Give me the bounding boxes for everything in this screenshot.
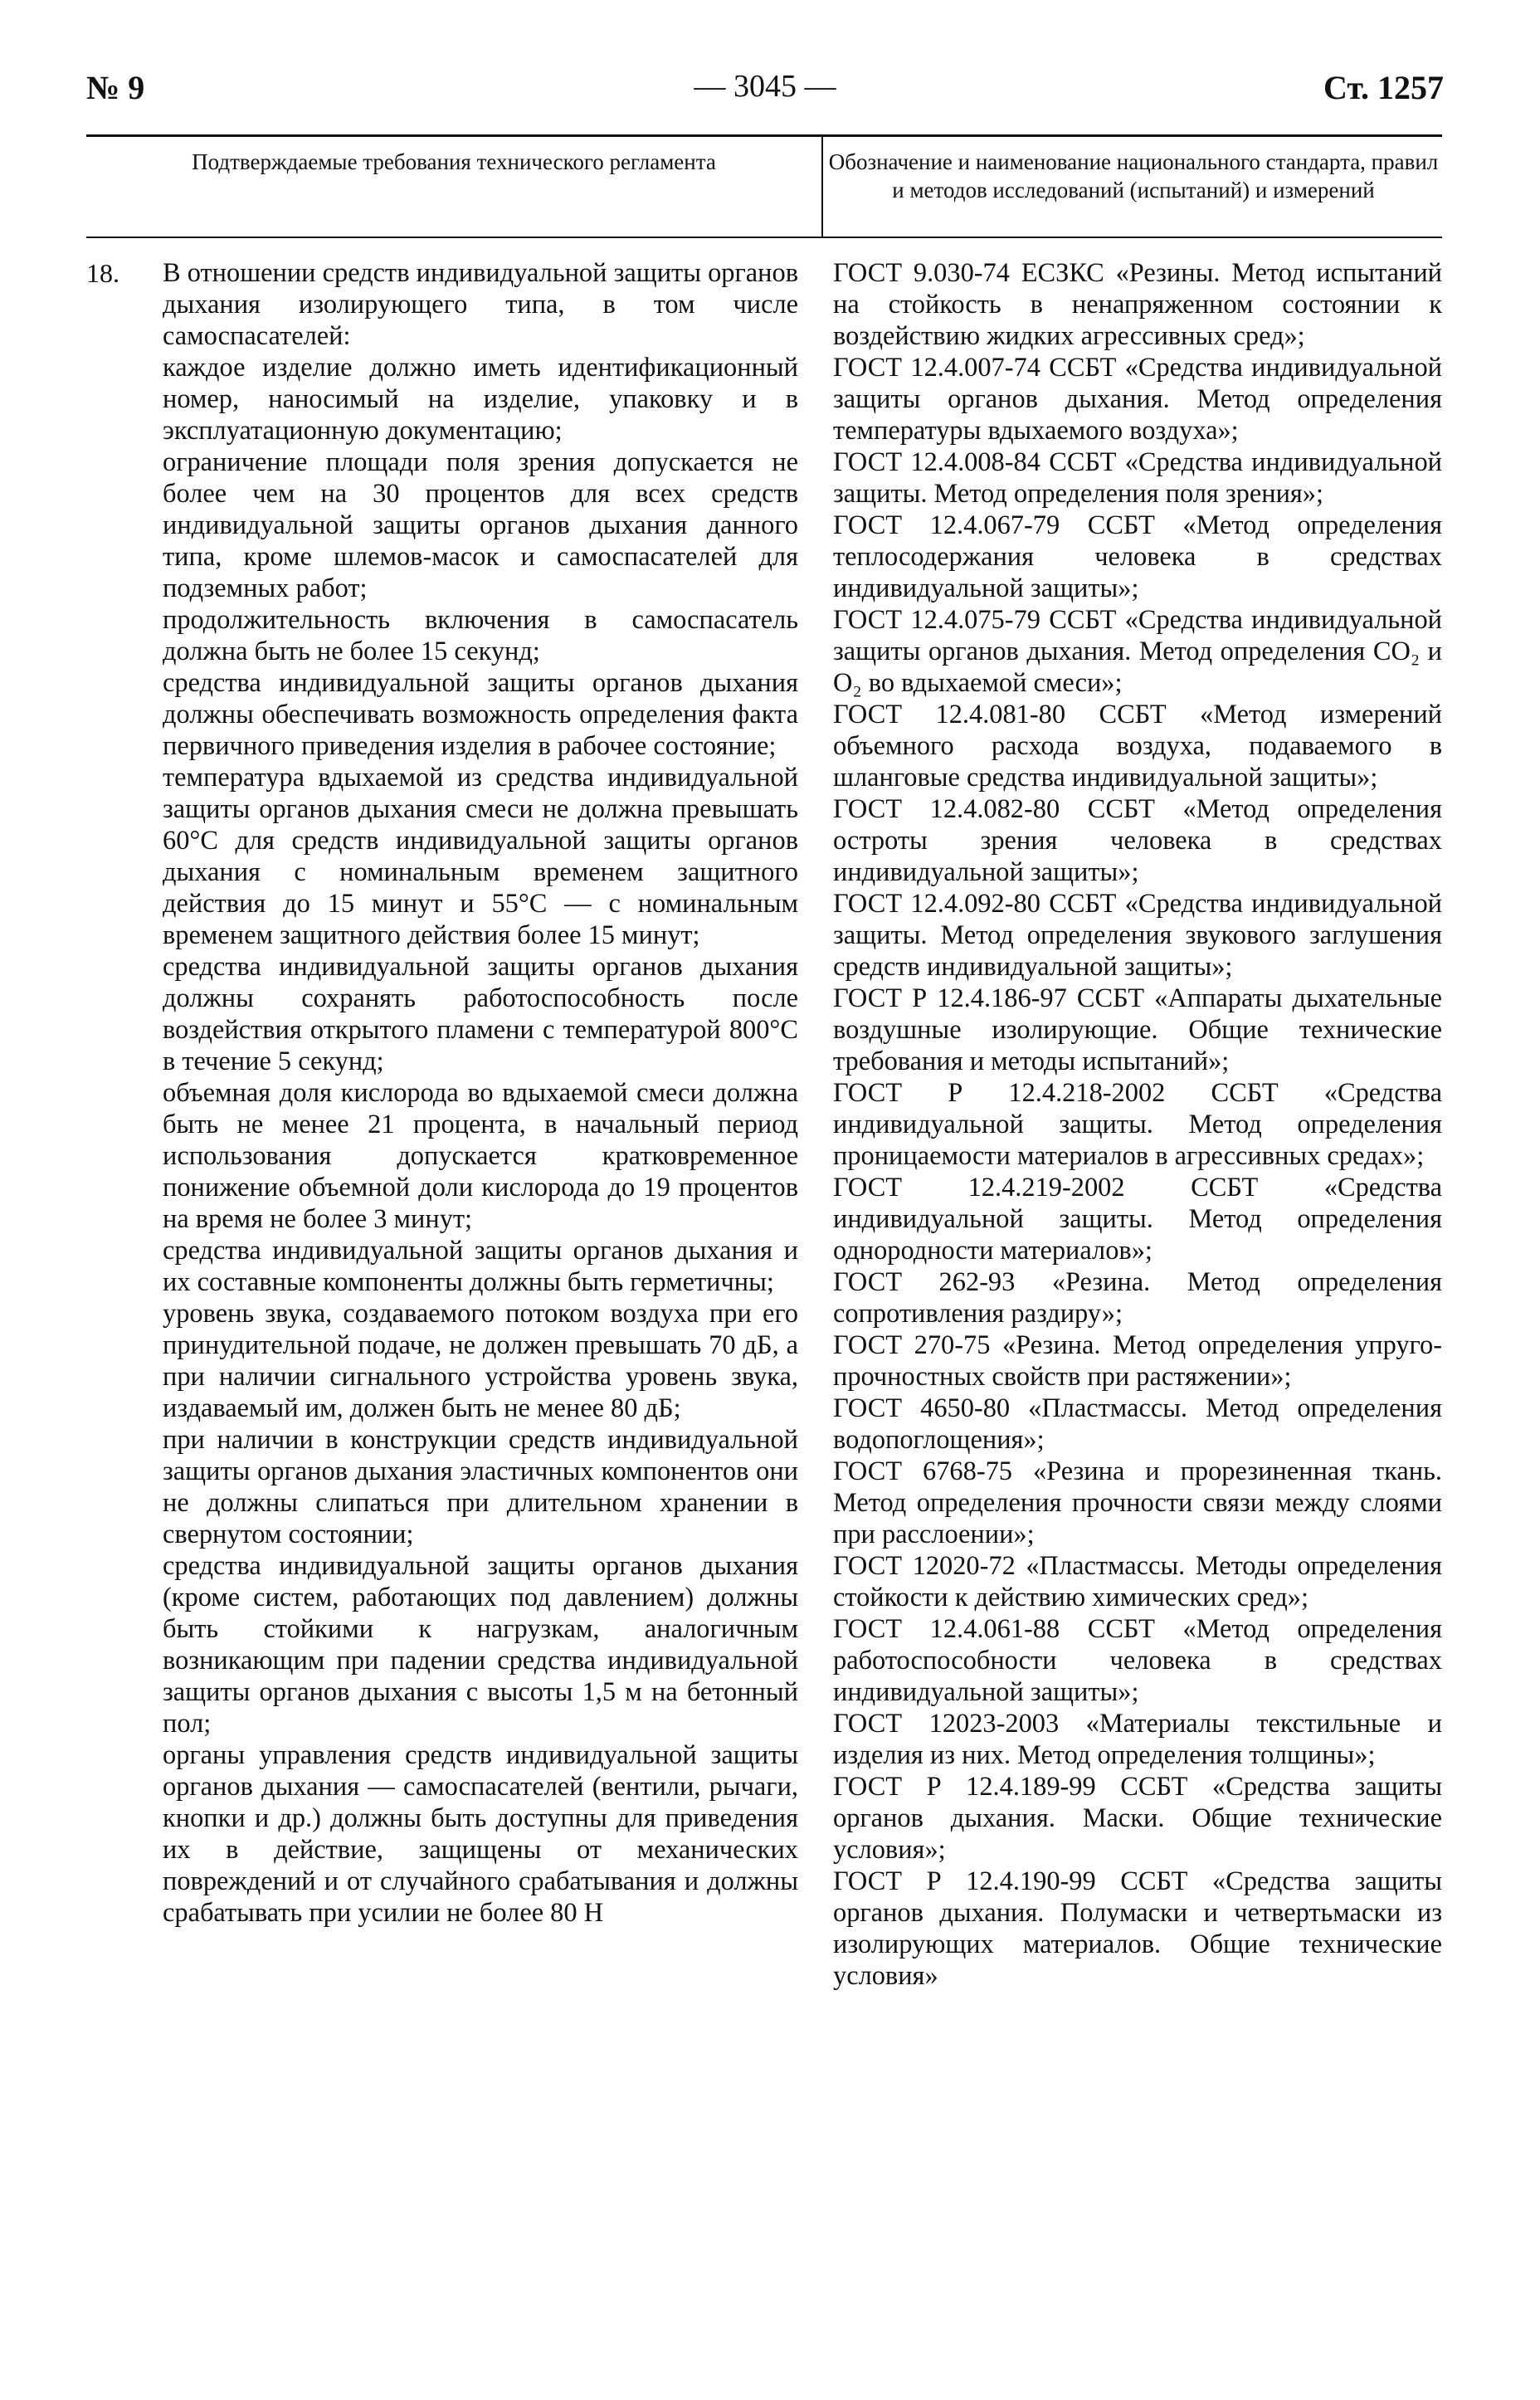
standard-entry: ГОСТ 12.4.081-80 ССБТ «Метод измерений объемного расхода воздуха, подаваемого в шланговые средства индивидуальной защиты»; (833, 700, 1442, 793)
header-rule (86, 134, 1442, 137)
requirement-paragraph: продолжительность включения в самоспасатель должна быть не более 15 секунд; (163, 605, 798, 666)
standard-entry: ГОСТ 6768-75 «Резина и прорезиненная ткань. Метод определения прочности связи между слоями при расслоении»; (833, 1456, 1442, 1549)
requirement-paragraph: средства индивидуальной защиты органов дыхания должны сохранять работоспособность после воздействия открытого пламени с температурой 800°С в течение 5 секунд; (163, 952, 798, 1076)
requirement-paragraph: ограничение площади поля зрения допускается не более чем на 30 процентов для всех средств индивидуальной защиты органов дыхания данного типа, кроме шлемов-масок и самоспасателей для подземных работ; (163, 447, 798, 603)
requirement-paragraph: каждое изделие должно иметь идентификационный номер, наносимый на изделие, упаковку и в эксплуатационную документацию; (163, 353, 798, 446)
standards-column (833, 257, 1442, 1992)
standard-entry: ГОСТ 12020-72 «Пластмассы. Методы определения стойкости к действию химических сред»; (833, 1551, 1442, 1612)
standard-entry: ГОСТ 9.030-74 ЕСЗКС «Резины. Метод испытаний на стойкость в ненапряженном состоянии к воздействию жидких агрессивных сред»; (833, 258, 1442, 351)
requirement-paragraph: органы управления средств индивидуальной защиты органов дыхания — самоспасателей (вентили, рычаги, кнопки и др.) должны быть доступны для приведения их в действие, защищены от механических повреждений и от случайного срабатывания и должны срабатывать при усилии не более 80 Н (163, 1740, 798, 1928)
standard-entry: ГОСТ Р 12.4.186-97 ССБТ «Аппараты дыхательные воздушные изолирующие. Общие технические требования и методы испытаний»; (833, 983, 1442, 1076)
standard-entry: ГОСТ 12.4.082-80 ССБТ «Метод определения остроты зрения человека в средствах индивидуальной защиты»; (833, 794, 1442, 887)
requirements-column (163, 257, 798, 1929)
standard-entry: ГОСТ Р 12.4.190-99 ССБТ «Средства защиты органов дыхания. Полумаски и четвертьмаски из изолирующих материалов. Общие технические условия» (833, 1866, 1442, 1991)
standard-entry: ГОСТ 12.4.007-74 ССБТ «Средства индивидуальной защиты органов дыхания. Метод определения температуры вдыхаемого воздуха»; (833, 353, 1442, 446)
standard-entry: ГОСТ 4650-80 «Пластмассы. Метод определения водопоглощения»; (833, 1393, 1442, 1455)
standard-entry: ГОСТ 12.4.219-2002 ССБТ «Средства индивидуальной защиты. Метод определения однородности материалов»; (833, 1173, 1442, 1266)
standard-entry: ГОСТ 12.4.061-88 ССБТ «Метод определения работоспособности человека в средствах индивидуальной защиты»; (833, 1614, 1442, 1707)
page-header (86, 68, 1444, 118)
standard-entry: ГОСТ 12.4.092-80 ССБТ «Средства индивидуальной защиты. Метод определения звукового заглушения средств индивидуальной защиты»; (833, 889, 1442, 982)
standard-entry: ГОСТ 12023-2003 «Материалы текстильные и изделия из них. Метод определения толщины»; (833, 1709, 1442, 1770)
right-column-heading: Обозначение и наименование национального стандарта, правил и методов исследований (испытаний) и измерений (828, 149, 1439, 202)
requirement-paragraph: объемная доля кислорода во вдыхаемой смеси должна быть не менее 21 процента, в начальный период использования допускается кратковременное понижение объемной доли кислорода до 19 процентов на время не более 3 минут; (163, 1078, 798, 1234)
standard-entry: ГОСТ 12.4.008-84 ССБТ «Средства индивидуальной защиты. Метод определения поля зрения»; (833, 447, 1442, 509)
requirement-paragraph: температура вдыхаемой из средства индивидуальной защиты органов дыхания смеси не должна превышать 60°С для средств индивидуальной защиты органов дыхания с номинальным временем защитного действия до 15 минут и 55°С — с номинальным временем защитного действия более 15 минут; (163, 763, 798, 950)
column-heading-rule (86, 237, 1442, 238)
requirement-paragraph: уровень звука, создаваемого потоком воздуха при его принудительной подаче, не должен превышать 70 дБ, а при наличии сигнального устройства уровень звука, издаваемый им, должен быть не менее 80 дБ; (163, 1299, 798, 1423)
issue-number: № 9 (86, 69, 145, 106)
standard-entry: ГОСТ 12.4.075-79 ССБТ «Средства индивидуальной защиты органов дыхания. Метод определения CO₂ и O₂ во вдыхаемой смеси»; (833, 605, 1442, 698)
standard-entry: ГОСТ 270-75 «Резина. Метод определения упруго-прочностных свойств при растяжении»; (833, 1330, 1442, 1392)
article-number: Ст. 1257 (1323, 69, 1444, 106)
standard-entry: ГОСТ 12.4.067-79 ССБТ «Метод определения теплосодержания человека в средствах индивидуальной защиты»; (833, 510, 1442, 603)
standard-entry: ГОСТ Р 12.4.218-2002 ССБТ «Средства индивидуальной защиты. Метод определения проницаемости материалов в агрессивных средах»; (833, 1078, 1442, 1171)
requirement-paragraph: В отношении средств индивидуальной защиты органов дыхания изолирующего типа, в том числе самоспасателей: (163, 258, 798, 351)
row-number: 18. (86, 258, 119, 288)
standard-entry: ГОСТ 262-93 «Резина. Метод определения сопротивления раздиру»; (833, 1267, 1442, 1329)
standard-entry: ГОСТ Р 12.4.189-99 ССБТ «Средства защиты органов дыхания. Маски. Общие технические условия»; (833, 1772, 1442, 1865)
requirement-paragraph: средства индивидуальной защиты органов дыхания (кроме систем, работающих под давлением) должны быть стойкими к нагрузкам, аналогичным возникающим при падении средства индивидуальной защиты органов дыхания с высоты 1,5 м на бетонный пол; (163, 1551, 798, 1739)
requirement-paragraph: средства индивидуальной защиты органов дыхания и их составные компоненты должны быть герметичны; (163, 1236, 798, 1297)
column-divider (821, 134, 823, 237)
left-column-heading: Подтверждаемые требования технического регламента (192, 149, 716, 174)
requirement-paragraph: при наличии в конструкции средств индивидуальной защиты органов дыхания эластичных компонентов они не должны слипаться при длительном хранении в свернутом состоянии; (163, 1425, 798, 1549)
requirement-paragraph: средства индивидуальной защиты органов дыхания должны обеспечивать возможность определения факта первичного приведения изделия в рабочее состояние; (163, 668, 798, 761)
page-number: — 3045 — (694, 69, 836, 104)
